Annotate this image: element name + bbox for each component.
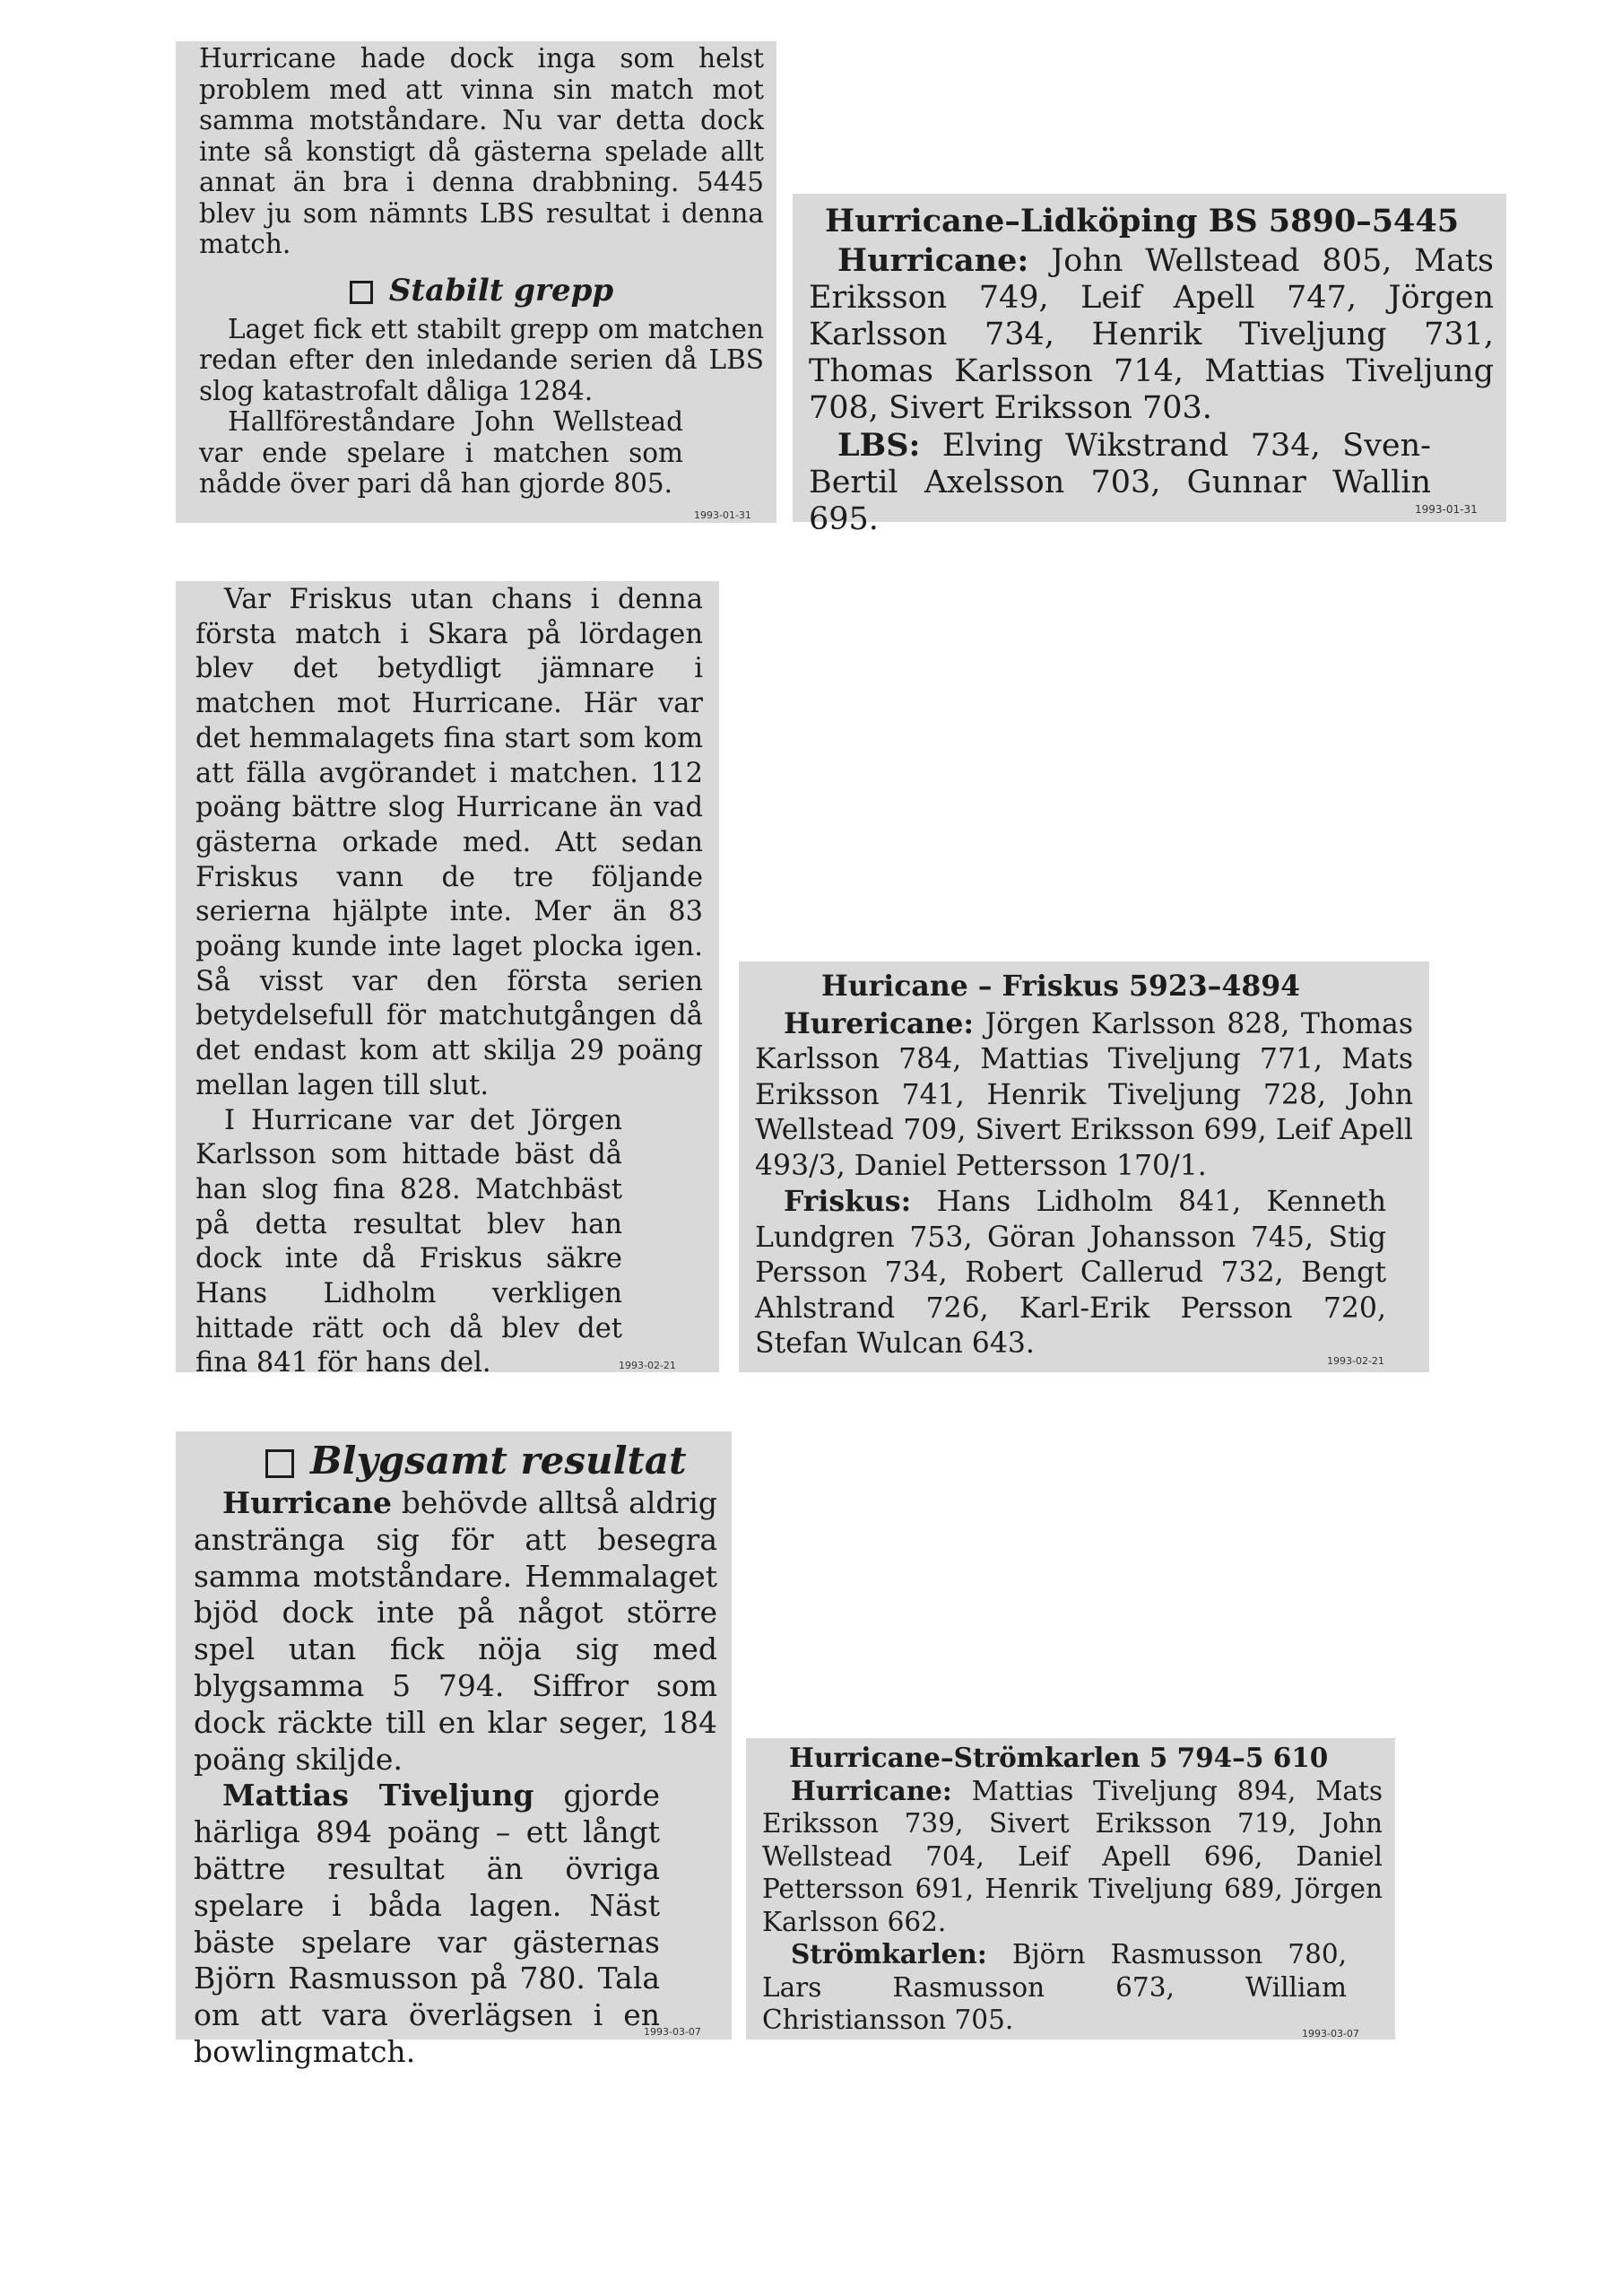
article-paragraph: I Hurricane var det Jörgen Karlsson som hittade bäst då han slog fina 828. Matchbäst på detta resultat blev han dock inte då Friskus säkre Hans Lidholm verkligen hittade rätt och då blev det fina 841 för hans del. (195, 1104, 622, 1379)
article-paragraph: Hurricane behövde alltså aldrig anstränga sig för att besegra samma motståndare. Hemmalaget bjöd dock inte på något större spel utan fick nöja sig med blygsamma 5 794. Siffror som dock räckte till en klar seger, 184 poäng skiljde. (194, 1485, 717, 1777)
article-paragraph: Hurricane hade dock inga som helst problem med att vinna sin match mot samma motståndare. Nu var detta dock inte så konstigt då gästerna spelade allt annat än bra i denna drabbning. 5445 blev ju som nämnts LBS resultat i denna match. (199, 43, 764, 259)
result-headline: Huricane – Friskus 5923–4894 (821, 970, 1301, 1003)
team-label: Strömkarlen: (791, 1938, 987, 1970)
team-lineup (762, 1775, 1383, 1939)
team-label: Friskus: (784, 1185, 912, 1218)
team-lineup (809, 427, 1494, 538)
date-stamp: 1993-02-21 (1327, 1355, 1384, 1367)
date-stamp: 1993-03-07 (644, 2026, 701, 2038)
score-box-hurricane-lidkoping (793, 194, 1506, 537)
checkbox-square-icon (350, 281, 373, 304)
team-label: Hurricane: (837, 242, 1029, 279)
checkbox-square-icon (265, 1449, 294, 1478)
date-stamp: 1993-02-21 (619, 1360, 676, 1371)
article-paragraph: Hallföreståndare John Wellstead var ende spelare i matchen som nådde över pari då han gjorde 805. (199, 406, 683, 499)
team-lineup (809, 242, 1494, 427)
player-scores: Björn Rasmusson 780, Lars Rasmusson 673, William Christiansson 705. (762, 1939, 1347, 2035)
team-lineup (762, 1938, 1383, 2037)
article-subheading: Blygsamt resultat (194, 1439, 717, 1483)
player-scores: Mattias Tiveljung 894, Mats Eriksson 739, Sivert Eriksson 719, John Wellstead 704, Leif Apell 696, Daniel Pettersson 691, Henrik Tiveljung 689, Jörgen Karlsson 662. (762, 1775, 1383, 1937)
article-clip-blygsamt-resultat (176, 1431, 732, 2069)
team-lineup (755, 1006, 1413, 1185)
article-paragraph: Mattias Tiveljung gjorde härliga 894 poäng – ett långt bättre resultat än övriga spelare i båda lagen. Näst bäste spelare var gästernas Björn Rasmusson på 780. Tala om att vara överlägsen i en bowlingmatch. (194, 1778, 660, 2069)
team-label: Hurericane: (784, 1006, 975, 1040)
player-scores: Hans Lidholm 841, Kenneth Lundgren 753, Göran Johansson 745, Stig Persson 734, Robert Callerud 732, Bengt Ahlstrand 726, Karl-Erik Persson 720, Stefan Wulcan 643. (755, 1186, 1386, 1360)
date-stamp: 1993-01-31 (1415, 503, 1478, 516)
player-scores: John Wellstead 805, Mats Eriksson 749, Leif Apell 747, Jörgen Karlsson 734, Henrik Tiveljung 731, Thomas Karlsson 714, Mattias Tiveljung 708, Sivert Eriksson 703. (809, 243, 1494, 426)
date-stamp: 1993-01-31 (694, 509, 751, 521)
date-stamp: 1993-03-07 (1302, 2028, 1359, 2039)
player-scores: Jörgen Karlsson 828, Thomas Karlsson 784, Mattias Tiveljung 771, Mats Eriksson 741, Henrik Tiveljung 728, John Wellstead 709, Sivert Eriksson 699, Leif Apell 493/3, Daniel Pettersson 170/1. (755, 1007, 1413, 1182)
result-headline: Hurricane–Strömkarlen 5 794–5 610 (789, 1742, 1329, 1773)
article-clip-friskus (176, 581, 719, 1379)
player-scores: Elving Wikstrand 734, Sven-Bertil Axelsson 703, Gunnar Wallin 695. (809, 428, 1431, 537)
result-headline: Hurricane–Lidköping BS 5890–5445 (825, 203, 1460, 239)
score-box-hurricane-friskus (739, 961, 1429, 1372)
article-paragraph: Var Friskus utan chans i denna första match i Skara på lördagen blev det betydligt jämnare i matchen mot Hurricane. Här var det hemmalagets fina start som kom att fälla avgörandet i matchen. 112 poäng bättre slog Hurricane än vad gästerna orkade med. Att sedan Friskus vann de tre följande serierna hjälpte inte. Mer än 83 poäng kunde inte laget plocka igen. Så visst var den första serien betydelsefull för matchutgången då det endast kom att skilja 29 poäng mellan lagen till slut. (195, 584, 703, 1101)
team-label: LBS: (837, 427, 921, 464)
article-paragraph: Laget fick ett stabilt grepp om matchen redan efter den inledande serien då LBS slog katastrofalt dåliga 1284. (199, 313, 764, 406)
article-subheading: Stabilt grepp (199, 271, 764, 310)
team-lineup (755, 1184, 1413, 1362)
article-clip-stabilt-grepp (176, 41, 776, 523)
team-label: Hurricane: (791, 1774, 952, 1806)
score-box-hurricane-stromkarlen (746, 1738, 1395, 2039)
